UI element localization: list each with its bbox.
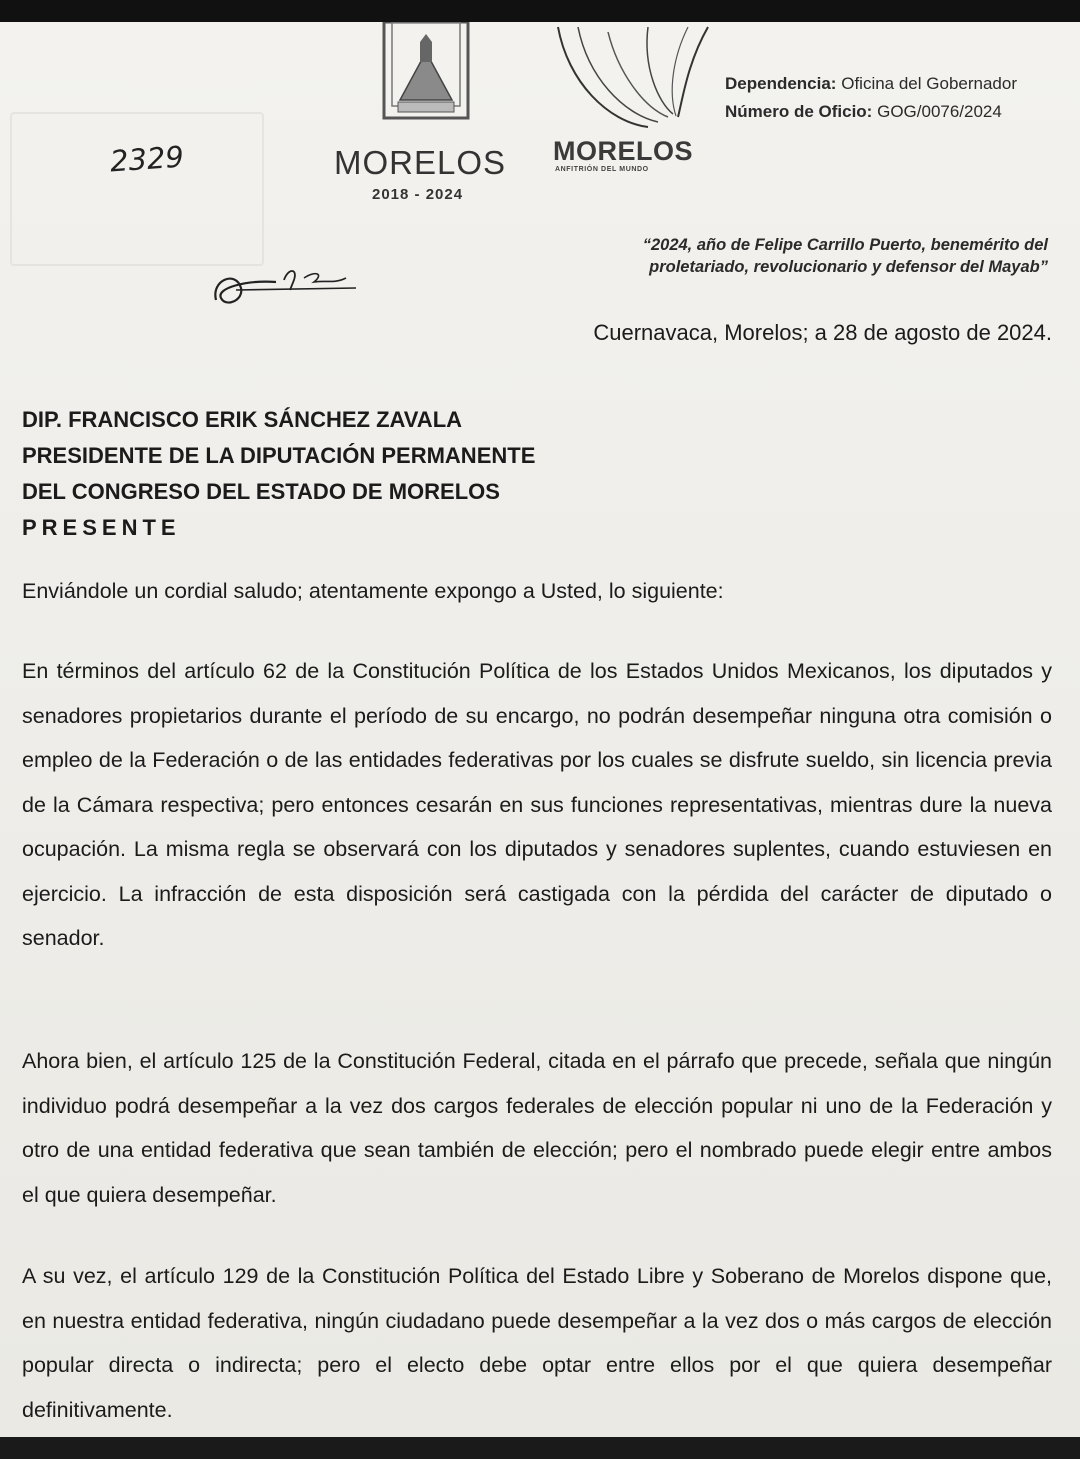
bottom-edge-shadow: [0, 1437, 1080, 1459]
oficio-line: [725, 102, 1002, 122]
right-logo-text: MORELOS: [553, 136, 694, 166]
year-motto: [643, 234, 1048, 278]
date-line: Cuernavaca, Morelos; a 28 de agosto de 2024.: [593, 320, 1052, 345]
motto-line-2: proletariado, revolucionario y defensor del Mayab”: [649, 258, 1048, 276]
faint-stamp-mark: [10, 112, 264, 266]
paragraph-article-125: Ahora bien, el artículo 125 de la Constitución Federal, citada en el párrafo que precede, señala que ningún individuo podrá desempeñar a la vez dos cargos federales de elección popular ni uno de la Federación y otro de una entidad federativa que sean también de elección; pero el nombrado puede elegir entre ambos el que quiera desempeñar.: [22, 1049, 1052, 1207]
greeting-paragraph: Enviándole un cordial saludo; atentamente expongo a Usted, lo siguiente:: [22, 579, 724, 603]
left-logo-years: 2018 - 2024: [372, 186, 464, 203]
addressee-institution: DEL CONGRESO DEL ESTADO DE MORELOS: [22, 479, 500, 504]
dependencia-value: Oficina del Gobernador: [841, 74, 1017, 93]
oficio-label: Número de Oficio:: [725, 102, 873, 121]
addressee-position: PRESIDENTE DE LA DIPUTACIÓN PERMANENTE: [22, 443, 536, 468]
dependencia-label: Dependencia:: [725, 74, 837, 93]
addressee-presente: PRESENTE: [22, 515, 181, 540]
state-seal-icon: [380, 22, 472, 122]
dependencia-line: [725, 74, 1017, 94]
addressee-block: [22, 402, 535, 546]
handwritten-signature-icon: [206, 260, 366, 312]
morelos-swirl-logo-icon: [548, 22, 718, 137]
handwritten-number: 2329: [108, 139, 185, 179]
motto-line-1: “2024, año de Felipe Carrillo Puerto, benemérito del: [642, 236, 1048, 254]
right-logo-tagline: ANFITRIÓN DEL MUNDO: [555, 166, 649, 173]
addressee-name: DIP. FRANCISCO ERIK SÁNCHEZ ZAVALA: [22, 407, 463, 432]
document-page: [0, 22, 1080, 1437]
paragraph-article-129: A su vez, el artículo 129 de la Constitución Política del Estado Libre y Soberano de Morelos dispone que, en nuestra entidad federativa, ningún ciudadano puede desempeñar a la vez dos o más cargos de elección popular directa o indirecta; pero el electo debe optar entre ellos por el que quiera desempeñar definitivamente.: [22, 1264, 1052, 1422]
oficio-value: GOG/0076/2024: [877, 102, 1002, 121]
left-logo-text: MORELOS: [334, 144, 507, 181]
paragraph-article-62: En términos del artículo 62 de la Constitución Política de los Estados Unidos Mexicanos, los diputados y senadores propietarios durante el período de su encargo, no podrán desempeñar ninguna otra comisión o empleo de la Federación o de las entidades federativas por los cuales se disfrute sueldo, sin licencia previa de la Cámara respectiva; pero entonces cesarán en sus funciones representativas, mientras dure la nueva ocupación. La misma regla se observará con los diputados y senadores suplentes, cuando estuviesen en ejercicio. La infracción de esta disposición será castigada con la pérdida del carácter de diputado o senador.: [22, 659, 1052, 950]
